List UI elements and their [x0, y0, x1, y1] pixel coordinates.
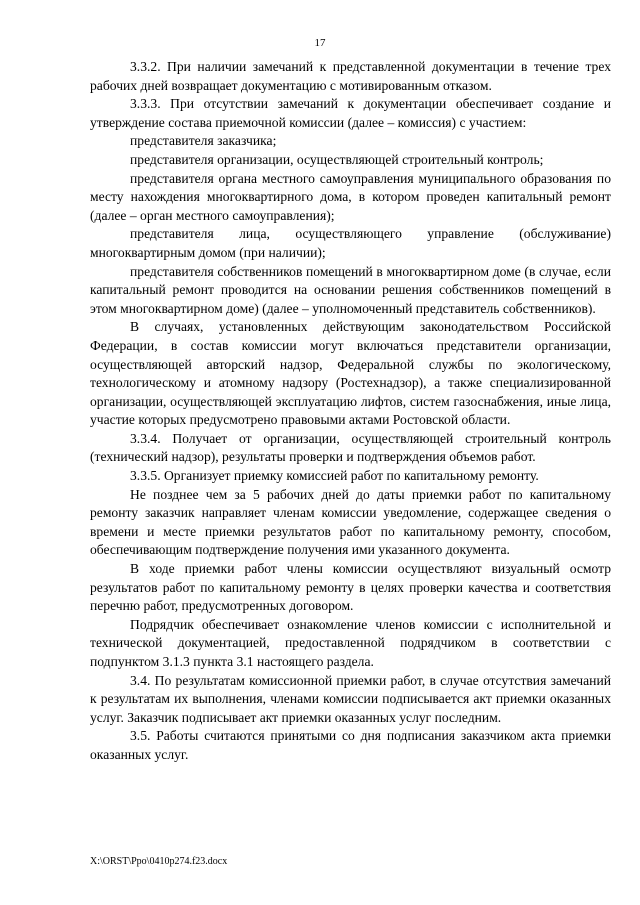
paragraph-3-3-2: 3.3.2. При наличии замечаний к представленной документации в течение трех рабочих дней возвращает документацию с мотивированным отказом.: [90, 59, 611, 93]
list-item-local-government-representative: представителя органа местного самоуправления муниципального образования по месту нахождения многоквартирного дома, в котором проведен капитальный ремонт (далее – орган местного самоуправления);: [90, 170, 611, 223]
paragraph-contractor-documentation: Подрядчик обеспечивает ознакомление членов комиссии с исполнительной и технической документацией, предоставленной подрядчиком в соответствии с подпунктом 3.1.3 пункта 3.1 настоящего раздела.: [90, 616, 611, 669]
list-item-management-representative: представителя лица, осуществляющего управление (обслуживание) многоквартирным домом (при наличии);: [90, 226, 611, 260]
paragraph-inspection: В ходе приемки работ члены комиссии осуществляют визуальный осмотр результатов работ по капитальному ремонту в целях проверки качества и соответствия перечню работ, предусмотренных договором.: [90, 561, 611, 614]
paragraph-additional-members: В случаях, установленных действующим законодательством Российской Федерации, в состав комиссии могут включаться представители организации, осуществляющей авторский надзор, Федеральной службы по экологическому, технологическому и атомному надзору (Ростехнадзор), а также специализированной организации, осуществляющей эксплуатацию лифтов, систем газоснабжения, иные лица, участие которых предусмотрено правовыми актами Ростовской области.: [90, 319, 611, 428]
footer-file-path: X:\ORST\Ppo\0410p274.f23.docx: [90, 856, 228, 867]
list-item-construction-control-representative: представителя организации, осуществляющей строительный контроль;: [130, 151, 544, 167]
paragraph-3-3-4: 3.3.4. Получает от организации, осуществляющей строительный контроль (технический надзор), результаты проверки и подтверждения объемов работ.: [90, 430, 611, 465]
page-number: 17: [314, 37, 326, 49]
document-body: [90, 58, 611, 765]
list-item-owners-representative: представителя собственников помещений в многоквартирном доме (в случае, если капитальный ремонт проводится на основании решения собственников помещений в этом многоквартирном доме) (далее – уполномоченный представитель собственников).: [90, 263, 611, 316]
paragraph-3-3-5: 3.3.5. Организует приемку комиссией работ по капитальному ремонту.: [130, 468, 539, 484]
list-item-customer-representative: представителя заказчика;: [130, 133, 277, 149]
paragraph-3-4: 3.4. По результатам комиссионной приемки работ, в случае отсутствия замечаний к результатам их выполнения, членами комиссии подписывается акт приемки оказанных услуг. Заказчик подписывает акт приемки оказанных услуг последним.: [90, 672, 611, 725]
paragraph-3-5: 3.5. Работы считаются принятыми со дня подписания заказчиком акта приемки оказанных услуг.: [90, 728, 611, 762]
paragraph-notification: Не позднее чем за 5 рабочих дней до даты приемки работ по капитальному ремонту заказчик направляет членам комиссии уведомление, содержащее сведения о времени и месте приемки результатов работ по капитальному ремонту, способом, обеспечивающим подтверждение получения ими указанного документа.: [90, 486, 611, 558]
paragraph-3-3-3: 3.3.3. При отсутствии замечаний к документации обеспечивает создание и утверждение состава приемочной комиссии (далее – комиссия) с участием:: [90, 96, 611, 130]
